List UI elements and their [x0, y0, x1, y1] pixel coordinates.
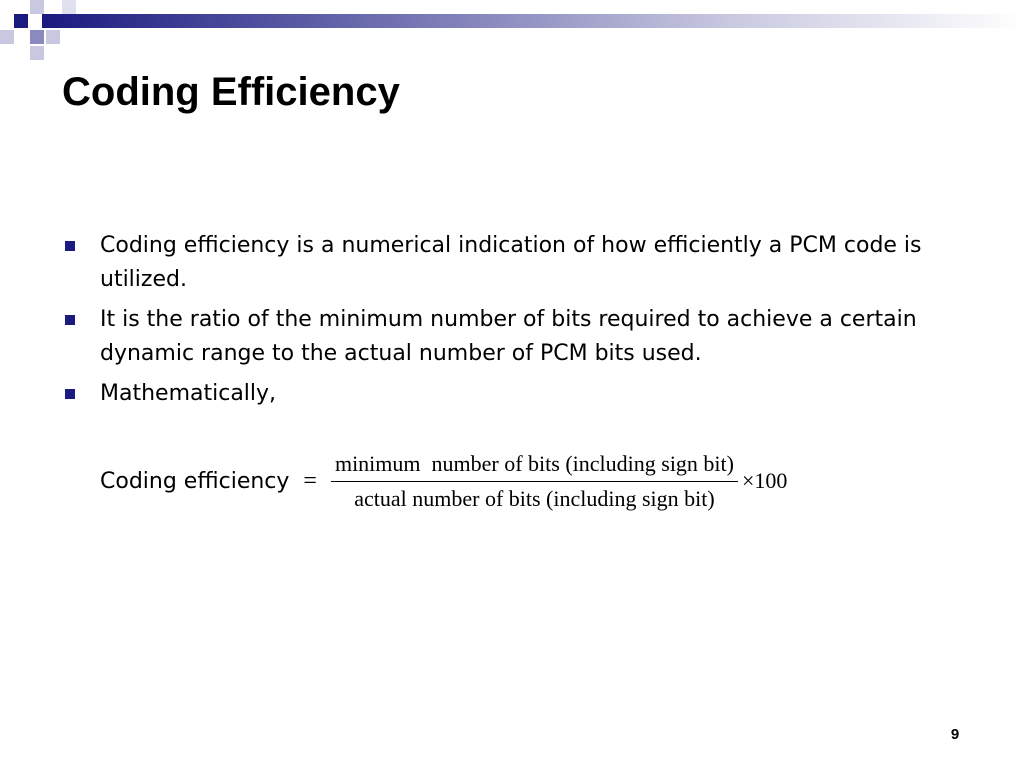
header-decoration-square — [0, 30, 14, 44]
square-bullet-icon — [65, 241, 75, 251]
header-decoration-square — [30, 0, 44, 14]
bullet-item — [62, 229, 982, 297]
square-bullet-icon — [65, 315, 75, 325]
formula-numerator: minimum number of bits (including sign bit) — [334, 450, 734, 476]
bullet-item — [62, 303, 982, 371]
header-decoration-square — [30, 46, 44, 60]
coding-efficiency-formula — [100, 446, 787, 516]
bullet-item — [62, 377, 982, 411]
bullet-text: It is the ratio of the minimum number of bits required to achieve a certain dynamic range to the actual number of PCM bits used. — [100, 307, 917, 366]
formula-fraction — [331, 451, 738, 512]
bullet-text: Mathematically, — [100, 381, 277, 406]
header-decoration-square — [14, 14, 28, 28]
formula-equals-sign: = — [303, 467, 317, 494]
header-decoration-square — [62, 0, 76, 14]
formula-label: Coding efficiency — [100, 468, 290, 494]
slide-title: Coding Efficiency — [62, 70, 400, 114]
formula-denominator: actual number of bits (including sign bit) — [354, 485, 715, 511]
header-decoration-square — [30, 30, 44, 44]
square-bullet-icon — [65, 389, 75, 399]
formula-multiplier: ×100 — [741, 468, 788, 493]
header-gradient-bar — [42, 14, 1024, 28]
bullet-text: Coding efficiency is a numerical indication of how efficiently a PCM code is utilized. — [100, 233, 922, 292]
header-decoration-square — [46, 30, 60, 44]
page-number: 9 — [950, 726, 960, 743]
bullet-list — [62, 229, 982, 417]
